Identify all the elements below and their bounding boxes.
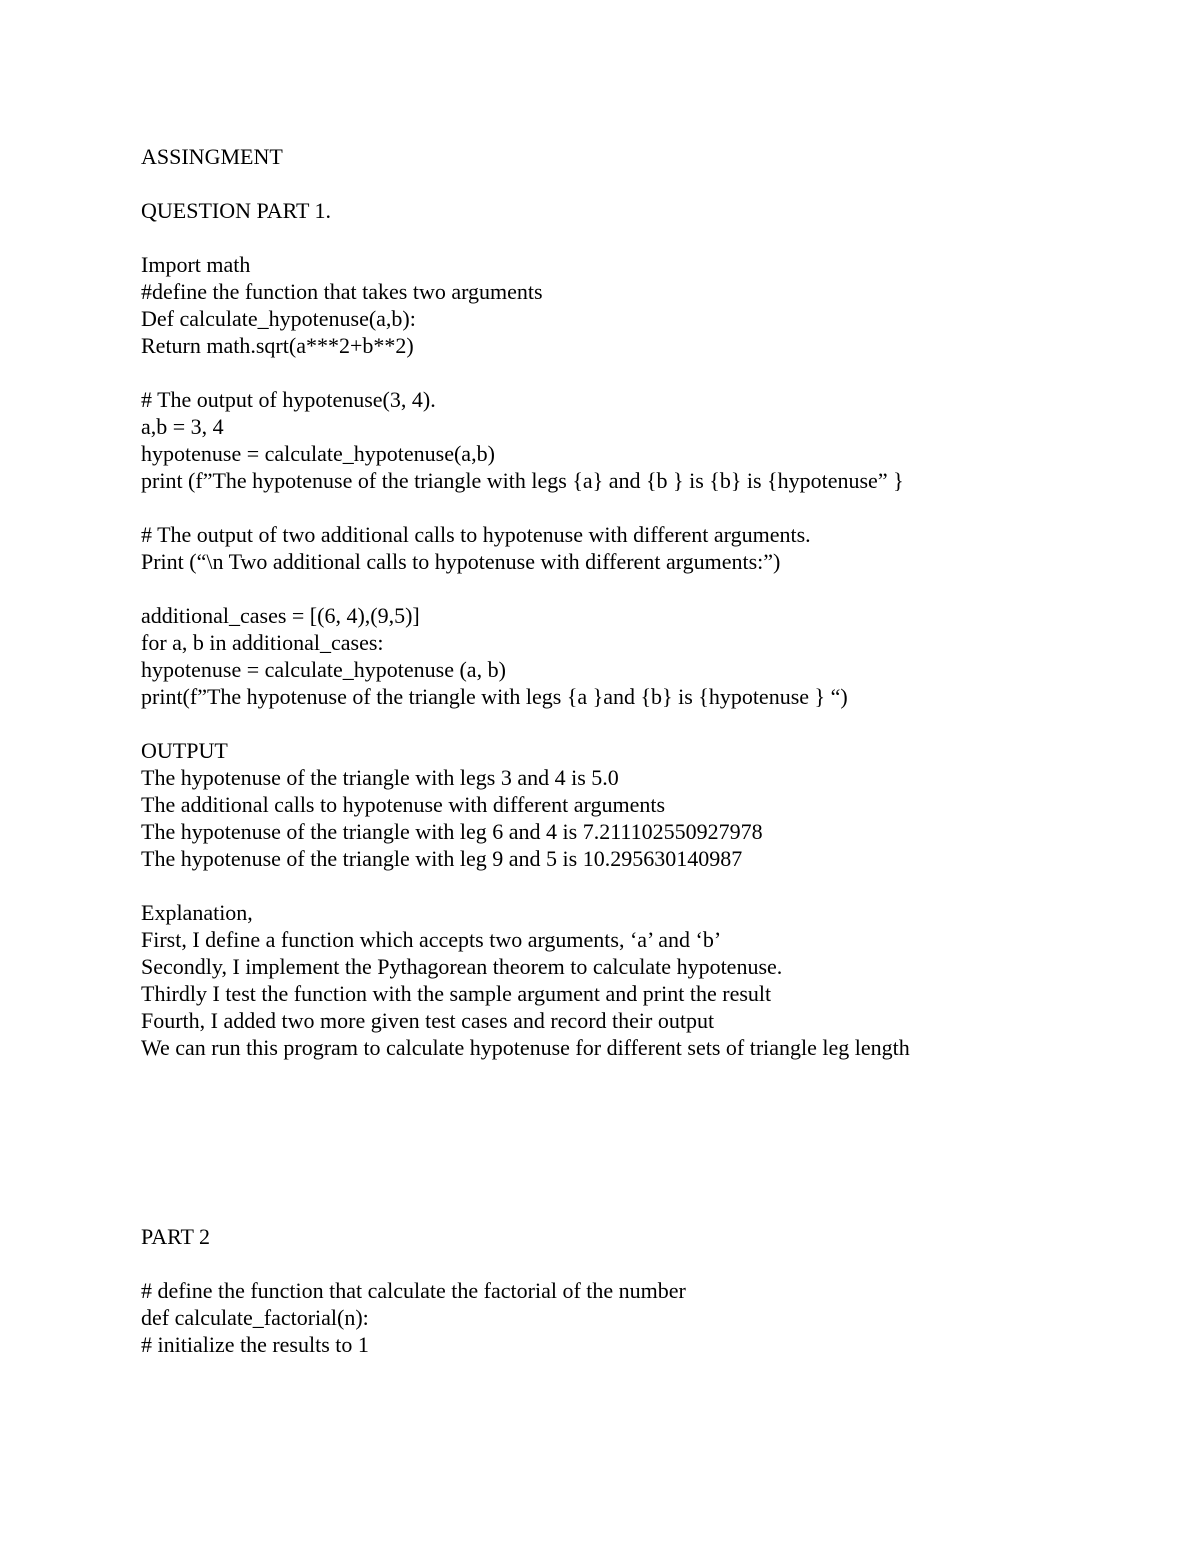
document-body [141, 143, 1161, 1358]
code-line: Return math.sqrt(a***2+b**2) [141, 333, 414, 358]
code-line: hypotenuse = calculate_hypotenuse(a,b) [141, 441, 495, 466]
code-line: a,b = 3, 4 [141, 414, 224, 439]
document-title: ASSINGMENT [141, 144, 283, 169]
code-line: hypotenuse = calculate_hypotenuse (a, b) [141, 657, 506, 682]
output-line: The hypotenuse of the triangle with legs 3 and 4 is 5.0 [141, 765, 619, 790]
spacer [141, 359, 1161, 386]
spacer [141, 224, 1161, 251]
code-line: print (f”The hypotenuse of the triangle with legs {a} and {b } is {b} is {hypotenuse” } [141, 468, 904, 493]
output-line: The hypotenuse of the triangle with leg 6 and 4 is 7.211102550927978 [141, 819, 763, 844]
code-line: for a, b in additional_cases: [141, 630, 384, 655]
explanation-line: Thirdly I test the function with the sample argument and print the result [141, 981, 772, 1006]
code-line: # initialize the results to 1 [141, 1332, 369, 1357]
spacer [141, 1250, 1161, 1277]
spacer [141, 575, 1161, 602]
spacer [141, 494, 1161, 521]
spacer [141, 710, 1161, 737]
code-line: additional_cases = [(6, 4),(9,5)] [141, 603, 420, 628]
explanation-line: Secondly, I implement the Pythagorean theorem to calculate hypotenuse. [141, 954, 783, 979]
output-line: The hypotenuse of the triangle with leg 9 and 5 is 10.295630140987 [141, 846, 743, 871]
explanation-heading: Explanation, [141, 900, 253, 925]
code-line: def calculate_factorial(n): [141, 1305, 369, 1330]
code-line: Import math [141, 252, 251, 277]
part2-heading: PART 2 [141, 1224, 210, 1249]
spacer [141, 170, 1161, 197]
code-line: #define the function that takes two arguments [141, 279, 543, 304]
code-line: # define the function that calculate the factorial of the number [141, 1278, 686, 1303]
explanation-line: We can run this program to calculate hypotenuse for different sets of triangle leg length [141, 1035, 910, 1060]
code-line: # The output of hypotenuse(3, 4). [141, 387, 436, 412]
spacer [141, 1061, 1161, 1223]
spacer [141, 872, 1161, 899]
output-line: The additional calls to hypotenuse with different arguments [141, 792, 666, 817]
code-line: print(f”The hypotenuse of the triangle with legs {a }and {b} is {hypotenuse } “) [141, 684, 848, 709]
code-line: Print (“\n Two additional calls to hypotenuse with different arguments:”) [141, 549, 781, 574]
output-heading: OUTPUT [141, 738, 228, 763]
explanation-line: Fourth, I added two more given test cases and record their output [141, 1008, 715, 1033]
part1-heading: QUESTION PART 1. [141, 198, 331, 223]
code-line: # The output of two additional calls to hypotenuse with different arguments. [141, 522, 811, 547]
explanation-line: First, I define a function which accepts two arguments, ‘a’ and ‘b’ [141, 927, 722, 952]
code-line: Def calculate_hypotenuse(a,b): [141, 306, 416, 331]
